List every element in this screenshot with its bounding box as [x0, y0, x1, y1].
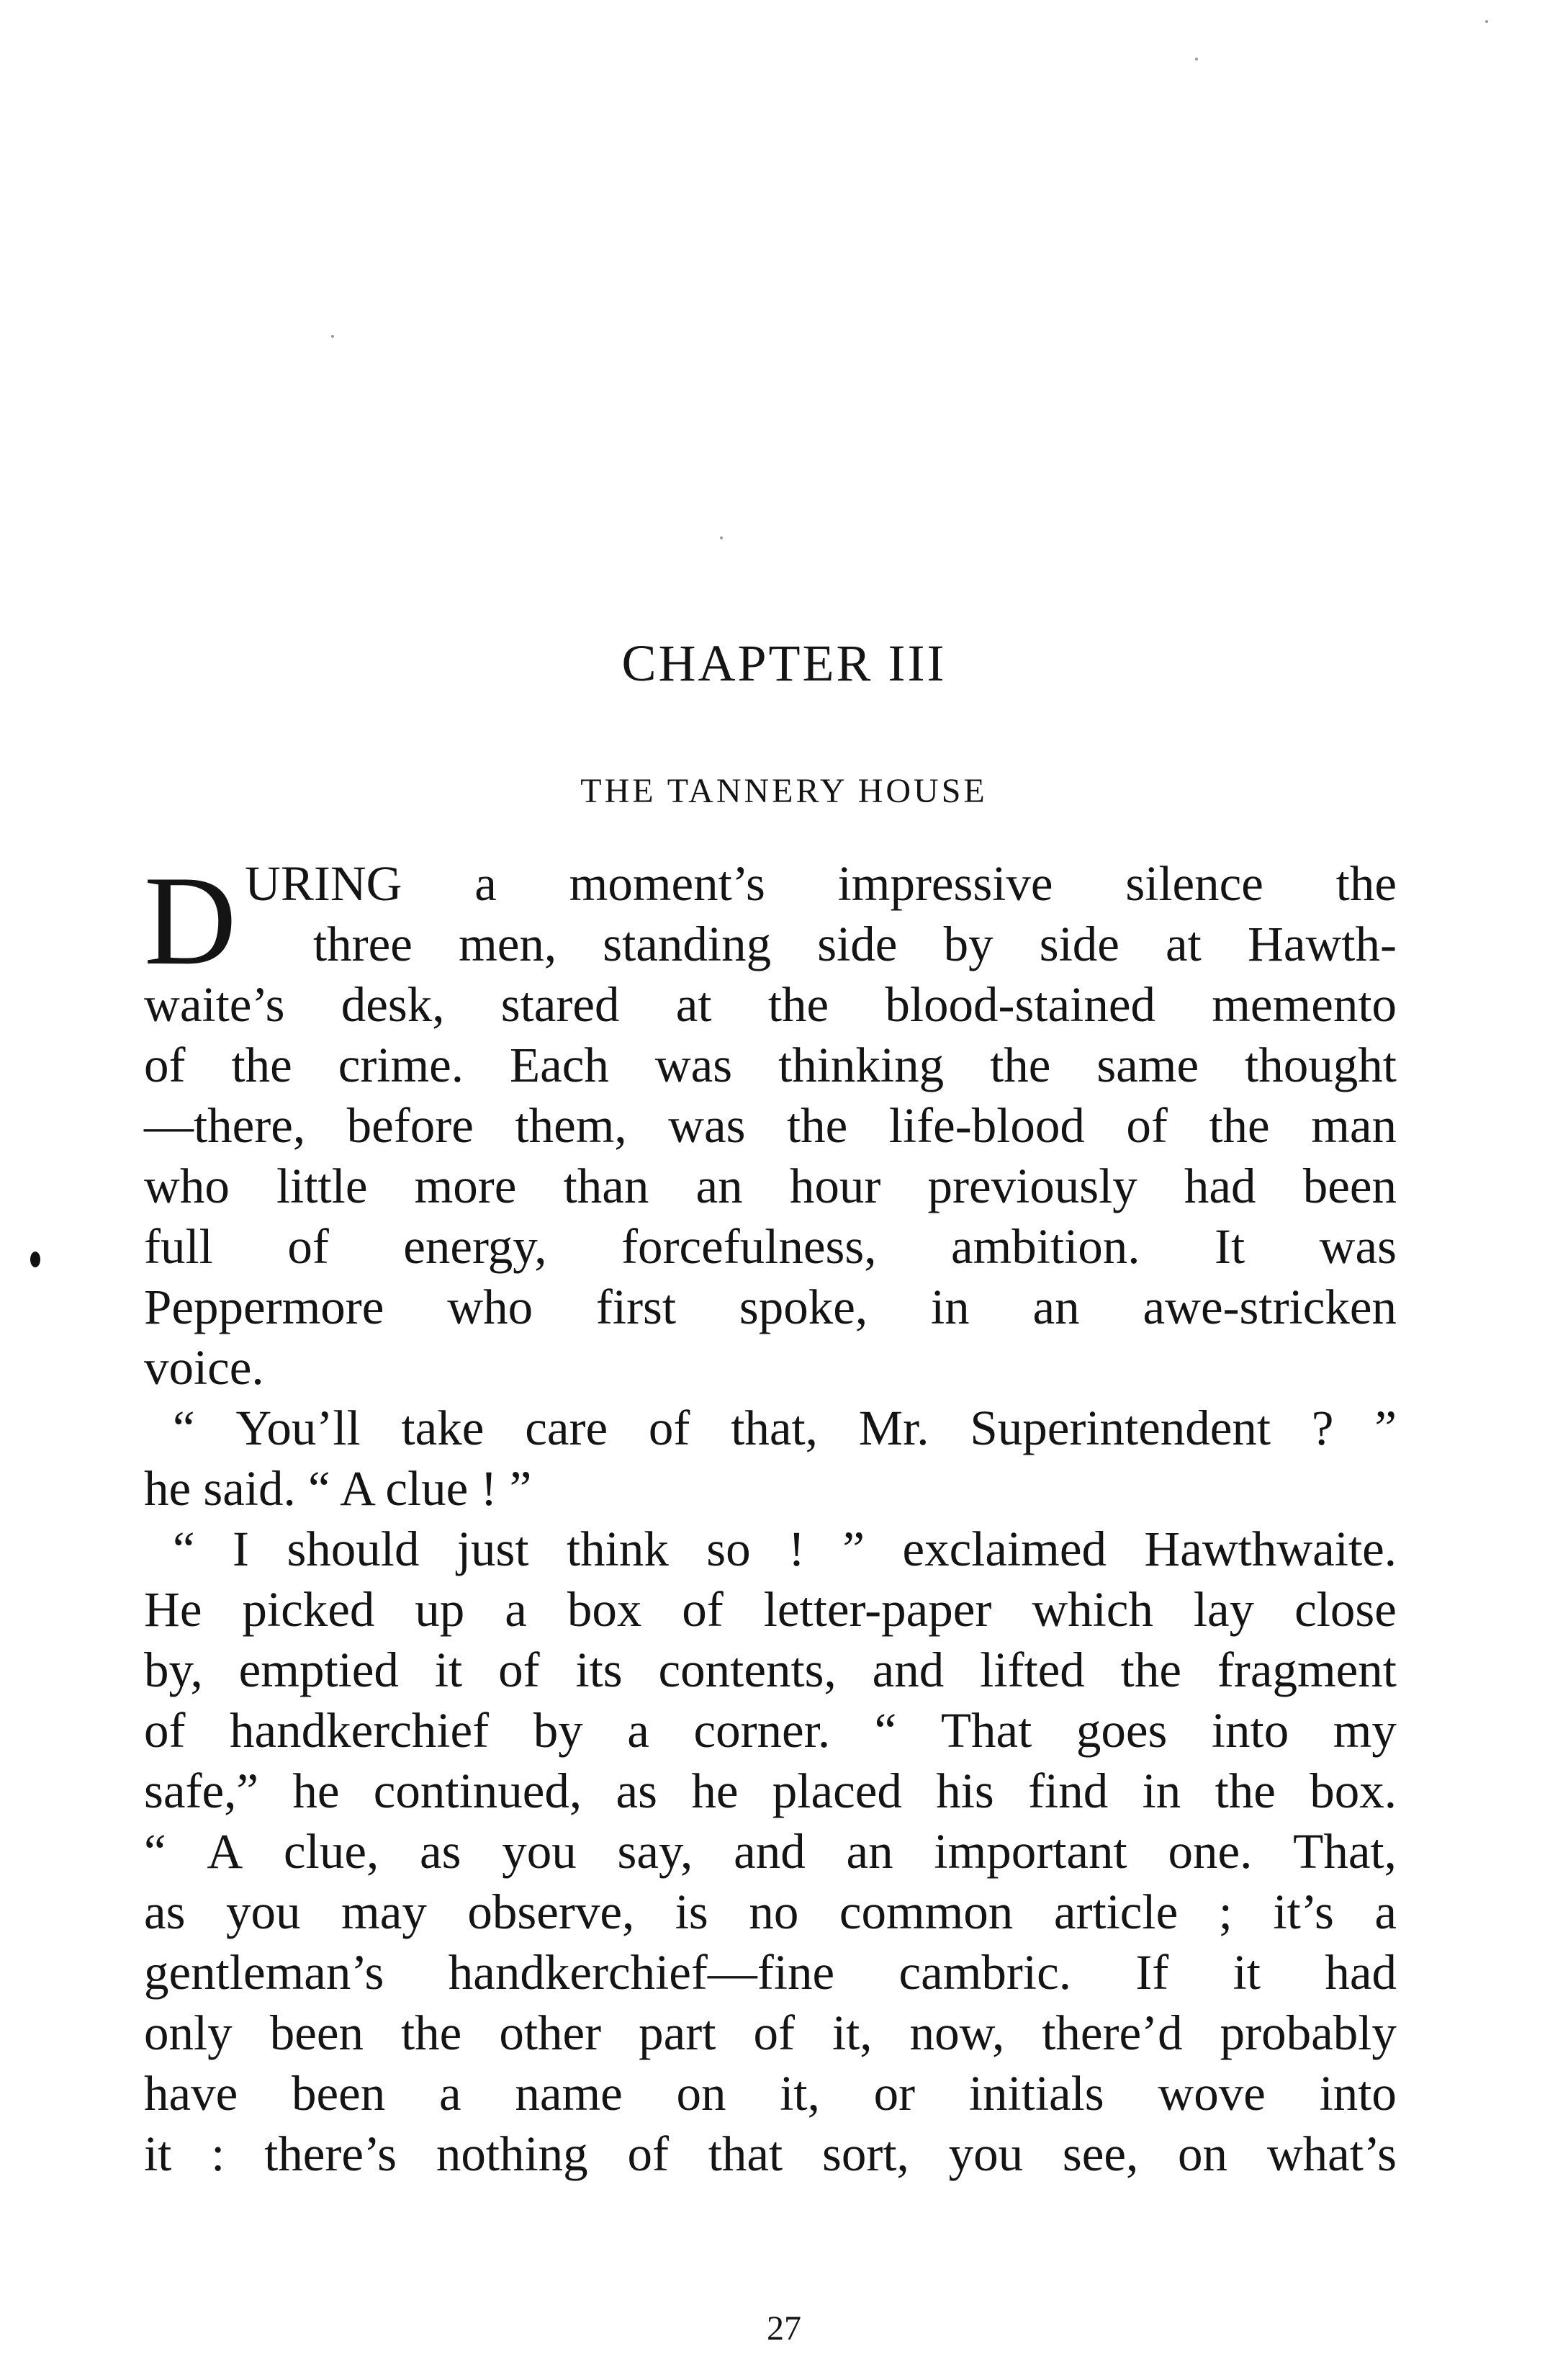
body-text [144, 849, 1397, 2184]
word: hour [789, 1159, 881, 1213]
word: little [276, 1159, 368, 1213]
word: the [1335, 856, 1397, 911]
word: he [691, 1764, 739, 1818]
text-line [144, 1216, 1397, 1277]
page-speck [720, 536, 723, 539]
word: name [515, 2066, 623, 2121]
word: observe, [467, 1884, 635, 1939]
word: of [627, 2126, 669, 2181]
word: the [1215, 1764, 1276, 1818]
margin-mark [30, 1252, 40, 1267]
word: side [817, 917, 898, 971]
word: what’s [1266, 2126, 1397, 2181]
word: clue, [284, 1824, 379, 1879]
word: side [1039, 917, 1119, 971]
page-speck [1195, 58, 1198, 60]
word: crime. [338, 1038, 464, 1092]
word: an [846, 1824, 893, 1879]
word: A [207, 1824, 243, 1879]
word: common [839, 1884, 1014, 1939]
word: handkerchief—fine [448, 1945, 835, 2000]
word: who [447, 1280, 533, 1334]
opening-paragraph [144, 849, 1397, 992]
word: spoke, [739, 1280, 868, 1334]
text-line [144, 1821, 1397, 1882]
word: ? [1311, 1401, 1334, 1455]
word: exclaimed [902, 1522, 1107, 1576]
text-line [144, 974, 1397, 1035]
word: of [1126, 1098, 1168, 1153]
text-line [144, 2063, 1397, 2124]
word: I [233, 1522, 250, 1576]
word: that [708, 2126, 783, 2181]
word: them, [515, 1098, 627, 1153]
word: only [144, 2005, 233, 2060]
word: the [1209, 1098, 1270, 1153]
text-line [144, 2124, 1397, 2184]
word: by [943, 917, 993, 971]
word: ambition. [950, 1219, 1140, 1274]
word: was [1319, 1219, 1397, 1274]
word: take [401, 1401, 485, 1455]
word: full [144, 1219, 213, 1274]
word: into [1319, 2066, 1397, 2121]
word: in [1142, 1764, 1181, 1818]
word: and [872, 1643, 945, 1697]
word: gentleman’s [144, 1945, 384, 2000]
word: up [415, 1582, 465, 1637]
word: energy, [403, 1219, 547, 1274]
word: than [563, 1159, 649, 1213]
word: lay [1193, 1582, 1255, 1637]
word: ! [788, 1522, 805, 1576]
word: now, [909, 2005, 1005, 2060]
word: silence [1125, 856, 1263, 911]
word: at [675, 977, 712, 1032]
word: waite’s [144, 977, 285, 1032]
word: letter-paper [763, 1582, 992, 1637]
word: may [341, 1884, 427, 1939]
word: the [1120, 1643, 1181, 1697]
word: “ [173, 1522, 195, 1576]
word: desk, [341, 977, 445, 1032]
text-line [144, 1882, 1397, 1942]
word: was [654, 1038, 733, 1092]
drop-cap: D [144, 849, 237, 992]
text-line [144, 1398, 1397, 1458]
word: That, [1293, 1824, 1397, 1879]
word: awe-stricken [1143, 1280, 1397, 1334]
word: say, [617, 1824, 693, 1879]
word: you [226, 1884, 301, 1939]
text-line [144, 1095, 1397, 1156]
word: nothing [436, 2126, 588, 2181]
word: same [1096, 1038, 1199, 1092]
word: a [439, 2066, 461, 2121]
word: and [734, 1824, 806, 1879]
word: just [456, 1522, 529, 1576]
word: the [786, 1098, 848, 1153]
word: “ [874, 1703, 897, 1758]
word: the [767, 977, 829, 1032]
word: ” [842, 1522, 865, 1576]
word: He [144, 1582, 202, 1637]
word: Mr. [858, 1401, 929, 1455]
word: on [676, 2066, 726, 2121]
word: wove [1158, 2066, 1266, 2121]
chapter-title: CHAPTER III [621, 634, 947, 692]
word: thinking [778, 1038, 945, 1092]
word: a [505, 1582, 527, 1637]
word: that, [731, 1401, 818, 1455]
word: by [533, 1703, 583, 1758]
word: my [1333, 1703, 1397, 1758]
word: so [706, 1522, 751, 1576]
word: cambric. [898, 1945, 1071, 2000]
text-line [144, 1579, 1397, 1640]
word: a [1374, 1884, 1397, 1939]
chapter-subtitle: THE TANNERY HOUSE [580, 772, 988, 810]
word: the [990, 1038, 1051, 1092]
word: of [648, 1401, 690, 1455]
word: standing [603, 917, 772, 971]
word: moment’s [569, 856, 765, 911]
word: part [639, 2005, 716, 2060]
word: fragment [1217, 1643, 1397, 1697]
word: a [474, 856, 497, 911]
word: You’ll [235, 1401, 361, 1455]
word: or [873, 2066, 916, 2121]
word: you [502, 1824, 577, 1879]
word: emptied [238, 1643, 399, 1697]
word: is [675, 1884, 708, 1939]
word: first [595, 1280, 677, 1334]
word: box [567, 1582, 642, 1637]
text-line: voice. [144, 1340, 264, 1395]
word: lifted [980, 1643, 1085, 1697]
text-line [144, 1277, 1397, 1337]
word: placed [772, 1764, 902, 1818]
page-speck [331, 335, 334, 338]
word: picked [242, 1582, 375, 1637]
page-speck [1485, 20, 1488, 23]
word: of [753, 2005, 795, 2060]
word: “ [173, 1401, 195, 1455]
word: goes [1076, 1703, 1168, 1758]
word: Hawthwaite. [1144, 1522, 1397, 1576]
word: in [931, 1280, 970, 1334]
word: he [292, 1764, 340, 1818]
word: have [144, 2066, 238, 2121]
word: probably [1220, 2005, 1397, 2060]
page-number: 27 [767, 2309, 801, 2348]
word: of [144, 1038, 186, 1092]
word: forcefulness, [621, 1219, 877, 1274]
word: as [616, 1764, 657, 1818]
word: men, [459, 917, 557, 971]
word: Each [509, 1038, 609, 1092]
word: blood-stained [885, 977, 1155, 1032]
word: life-blood [888, 1098, 1085, 1153]
word: an [695, 1159, 743, 1213]
word: it’s [1273, 1884, 1334, 1939]
word: there’d [1042, 2005, 1183, 2060]
word: his [936, 1764, 994, 1818]
word: handkerchief [230, 1703, 490, 1758]
word: find [1028, 1764, 1109, 1818]
text-line [144, 1156, 1397, 1216]
word: of [144, 1703, 186, 1758]
word: URING [245, 856, 402, 911]
word: think [566, 1522, 669, 1576]
word: If [1135, 1945, 1169, 2000]
word: close [1294, 1582, 1397, 1637]
word: safe,” [144, 1764, 258, 1818]
word: it, [780, 2066, 820, 2121]
word: It [1215, 1219, 1245, 1274]
word: other [499, 2005, 602, 2060]
word: it, [832, 2005, 873, 2060]
text-line [144, 914, 1397, 974]
word: it [144, 2126, 172, 2181]
word: who [144, 1159, 230, 1213]
word: continued, [373, 1764, 582, 1818]
word: corner. [693, 1703, 831, 1758]
word: been [1302, 1159, 1397, 1213]
word: as [420, 1824, 461, 1879]
word: should [287, 1522, 420, 1576]
word: been [292, 2066, 386, 2121]
word: man [1311, 1098, 1397, 1153]
word: contents, [658, 1643, 837, 1697]
word: its [575, 1643, 623, 1697]
text-line [144, 1640, 1397, 1700]
text-line [144, 1519, 1397, 1579]
text-line [144, 2003, 1397, 2063]
word: the [401, 2005, 462, 2060]
word: at [1166, 917, 1202, 971]
word: memento [1212, 977, 1397, 1032]
word: That [940, 1703, 1032, 1758]
word: of [287, 1219, 329, 1274]
word: care [525, 1401, 608, 1455]
word: previously [927, 1159, 1137, 1213]
text-line [144, 1942, 1397, 2003]
word: Hawth- [1247, 917, 1397, 971]
word: —there, [144, 1098, 306, 1153]
word: into [1211, 1703, 1289, 1758]
word: ; [1218, 1884, 1233, 1939]
word: it [1233, 1945, 1261, 2000]
word: ” [1374, 1401, 1397, 1455]
word: : [211, 2126, 225, 2181]
word: been [269, 2005, 364, 2060]
word: by, [144, 1643, 203, 1697]
word: there’s [264, 2126, 397, 2181]
word: it [434, 1643, 463, 1697]
word: was [668, 1098, 746, 1153]
word: initials [968, 2066, 1104, 2121]
text-line [144, 1035, 1397, 1095]
word: box. [1310, 1764, 1397, 1818]
word: stared [500, 977, 620, 1032]
text-line [144, 1761, 1397, 1821]
word: thought [1245, 1038, 1397, 1092]
word: a [627, 1703, 649, 1758]
word: Peppermore [144, 1280, 384, 1334]
word: impressive [837, 856, 1053, 911]
word: an [1032, 1280, 1080, 1334]
word: article [1053, 1884, 1179, 1939]
word: Superintendent [970, 1401, 1271, 1455]
text-line [144, 1700, 1397, 1761]
word: more [414, 1159, 517, 1213]
word: see, [1062, 2126, 1139, 2181]
word: one. [1168, 1824, 1253, 1879]
word: “ [144, 1824, 166, 1879]
word: on [1178, 2126, 1228, 2181]
word: of [682, 1582, 724, 1637]
word: you [948, 2126, 1024, 2181]
word: sort, [822, 2126, 909, 2181]
text-line: he said. “ A clue ! ” [144, 1461, 532, 1516]
word: before [346, 1098, 474, 1153]
word: of [498, 1643, 540, 1697]
text-line [144, 853, 1397, 914]
word: had [1184, 1159, 1256, 1213]
word: no [749, 1884, 799, 1939]
word: as [144, 1884, 186, 1939]
word: which [1032, 1582, 1153, 1637]
word: important [934, 1824, 1127, 1879]
word: had [1325, 1945, 1397, 2000]
word: the [231, 1038, 292, 1092]
word: three [313, 917, 413, 971]
